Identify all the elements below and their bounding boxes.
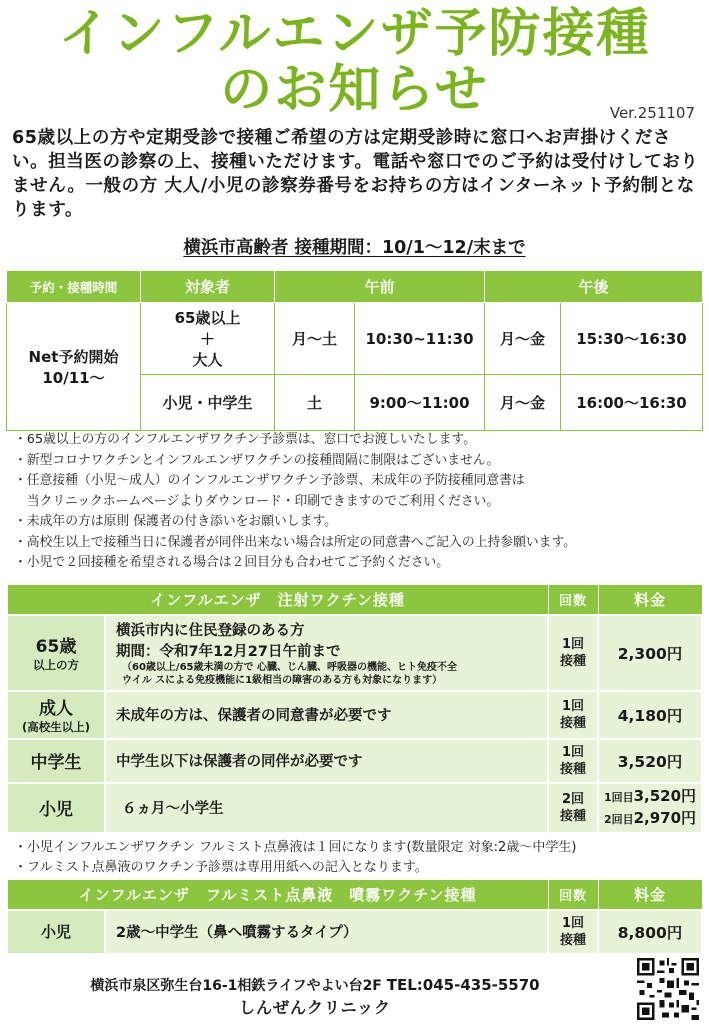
note-item: ・ 未成年の方は原則 保護者の付き添いをお願いします。 <box>14 512 706 533</box>
period-heading: 横浜市高齢者 接種期間：10/1～12/末まで <box>183 238 526 258</box>
am-time: 9:00～11:00 <box>355 375 485 431</box>
clinic-phone: TEL:045-435-5570 <box>386 976 540 994</box>
qr-code-icon[interactable] <box>637 958 699 1020</box>
junior-high-count: 1回 接種 <box>548 739 598 783</box>
adult-count: 1回 接種 <box>548 691 598 739</box>
vaccine-header-fee: 料金 <box>598 585 702 615</box>
senior-description: 横浜市内に住民登録のある方 期間：令和7年12月27日午前まで （60歳以上/65歳未満の方で 心臓、じん臓、呼吸器の機能、ヒト免疫不全 ウイル スによる免疫機能に1級相当の障害のある方も対象になります） <box>105 615 548 691</box>
child-description: ６ヵ月～小学生 <box>105 783 548 833</box>
pm-days: 月～金 <box>485 375 561 431</box>
junior-high-fee: 3,520円 <box>598 739 702 783</box>
category-junior-high: 中学生 <box>7 739 105 783</box>
injection-vaccine-table <box>6 584 703 834</box>
clinic-name: しんぜんクリニック <box>238 998 392 1017</box>
note-item: ・ 65歳以上の方のインフルエンザワクチン予診票は、窓口でお渡しいたします。 <box>14 430 706 451</box>
pm-days: 月～金 <box>485 303 561 375</box>
senior-count: 1回 接種 <box>548 615 598 691</box>
target-adult: 65歳以上 ＋ 大人 <box>141 303 275 375</box>
flumist-vaccine-table <box>6 879 703 955</box>
clinic-address: 横浜市泉区弥生台16-1相鉄ライフやよい台2F <box>90 978 382 994</box>
am-time: 10:30~11:30 <box>355 303 485 375</box>
adult-fee: 4,180円 <box>598 691 702 739</box>
adult-description: 未成年の方は、保護者の同意書が必要です <box>105 691 548 739</box>
note-item: ・ 小児で２回接種を希望される場合は２回目分も合わせてご予約ください。 <box>14 553 706 574</box>
note-item: ・ 任意接種（小児～成人）のインフルエンザワクチン予診票、未成年の予防接種同意書は <box>14 471 706 492</box>
net-reservation-start: Net予約開始 10/11～ <box>7 303 141 431</box>
target-child: 小児・中学生 <box>141 375 275 431</box>
footer <box>0 974 630 1019</box>
intro-text: 65歳以上の方や定期受診で接種ご希望の方は定期受診時に窓口へお声掛けください。担当医の診察の上、接種いただけます。電話や窓口でのご予約は受付けしておりません。一般の方 大人/小児の診察券番号をお持ちの方はインターネット予約制となります。 <box>12 128 699 220</box>
mist-description: 2歳～中学生（鼻へ噴霧するタイプ） <box>105 910 548 954</box>
category-senior: 65歳 以上の方 <box>7 615 105 691</box>
schedule-header-pm: 午後 <box>485 271 703 303</box>
schedule-table <box>6 270 703 431</box>
note-item: ・ 新型コロナワクチンとインフルエンザワクチンの接種間隔に制限はございません。 <box>14 451 706 472</box>
child-count: 2回 接種 <box>548 783 598 833</box>
child-fee: 1回目3,520円 2回目2,970円 <box>598 783 702 833</box>
version-label: Ver.251107 <box>609 104 695 122</box>
schedule-header-am: 午前 <box>275 271 485 303</box>
mist-count: 1回 接種 <box>548 910 598 954</box>
note-item: 当クリニックホームページよりダウンロード・印刷できますのでご利用ください。 <box>26 493 500 509</box>
notes-list <box>14 430 706 574</box>
mist-header-fee: 料金 <box>598 880 702 910</box>
mist-header-count: 回数 <box>548 880 598 910</box>
note-item: ・ 小児インフルエンザワクチン フルミスト点鼻液は１回になります(数量限定 対象:2歳～中学生) <box>14 838 706 858</box>
flumist-notes-list <box>14 838 706 878</box>
mist-fee: 8,800円 <box>598 910 702 954</box>
category-child: 小児 <box>7 783 105 833</box>
page-title: インフルエンザ予防接種 <box>58 4 651 64</box>
vaccine-header-title: インフルエンザ 注射ワクチン接種 <box>7 585 548 615</box>
am-days: 月～土 <box>275 303 355 375</box>
senior-fee: 2,300円 <box>598 615 702 691</box>
schedule-header-time: 予約・接種時間 <box>7 271 141 303</box>
am-days: 土 <box>275 375 355 431</box>
note-item: ・ フルミスト点鼻液のワクチン予診票は専用用紙への記入となります。 <box>14 858 706 878</box>
junior-high-description: 中学生以下は保護者の同伴が必要です <box>105 739 548 783</box>
schedule-header-target: 対象者 <box>141 271 275 303</box>
note-item: ・ 高校生以上で接種当日に保護者が同伴出来ない場合は所定の同意書へご記入の上持参願います。 <box>14 533 706 554</box>
category-adult: 成人 (高校生以上) <box>7 691 105 739</box>
pm-time: 15:30～16:30 <box>561 303 703 375</box>
pm-time: 16:00～16:30 <box>561 375 703 431</box>
mist-header-title: インフルエンザ フルミスト点鼻液 噴霧ワクチン接種 <box>7 880 548 910</box>
mist-category-child: 小児 <box>7 910 105 954</box>
page-subtitle: のお知らせ <box>220 60 489 120</box>
vaccine-header-count: 回数 <box>548 585 598 615</box>
